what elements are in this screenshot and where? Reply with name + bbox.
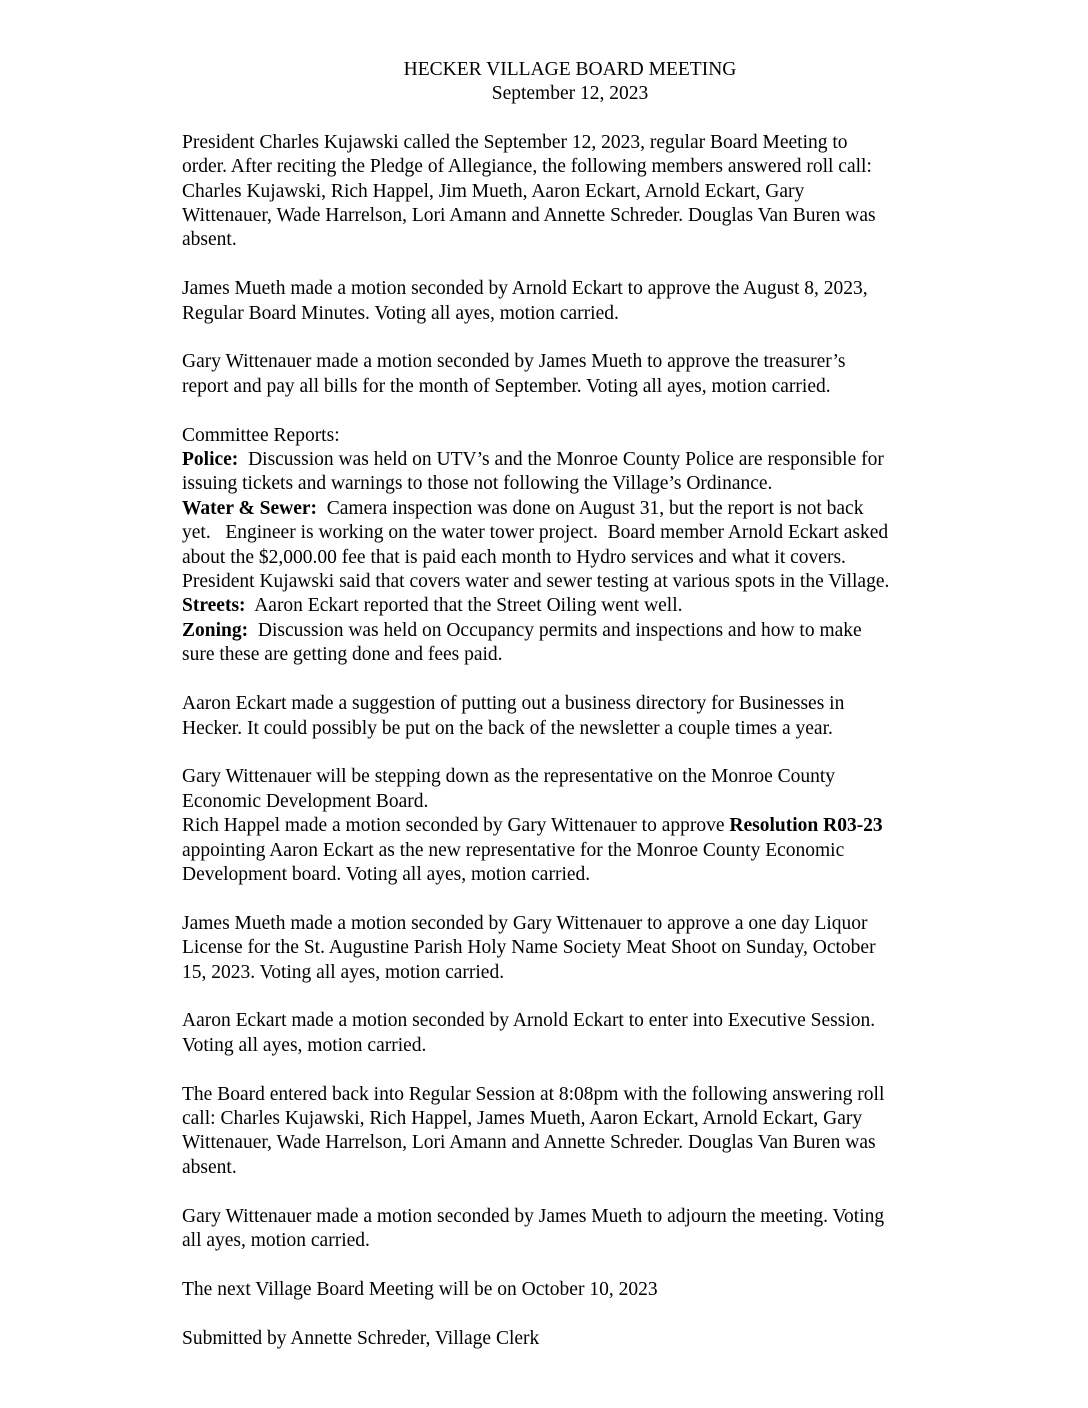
- streets-text: Aaron Eckart reported that the Street Oiling went well.: [245, 595, 683, 617]
- water-sewer-label: Water & Sewer:: [182, 497, 318, 519]
- text-line: yet. Engineer is working on the water tower project. Board member Arnold Eckart asked: [182, 522, 889, 544]
- text-line: 15, 2023. Voting all ayes, motion carried.: [182, 961, 505, 983]
- text-line: report and pay all bills for the month of September. Voting all ayes, motion carried.: [182, 375, 831, 397]
- text-line: absent.: [182, 229, 237, 251]
- text-line: sure these are getting done and fees paid.: [182, 644, 503, 666]
- text-line: Submitted by Annette Schreder, Village Clerk: [182, 1327, 540, 1349]
- text-line: Hecker. It could possibly be put on the back of the newsletter a couple times a year.: [182, 717, 833, 739]
- text-line: Wittenauer, Wade Harrelson, Lori Amann and Annette Schreder. Douglas Van Buren was: [182, 205, 876, 227]
- text-line: Economic Development Board.: [182, 790, 429, 812]
- text-line: Gary Wittenauer will be stepping down as the representative on the Monroe County: [182, 766, 836, 788]
- text-line: Charles Kujawski, Rich Happel, Jim Mueth, Aaron Eckart, Arnold Eckart, Gary: [182, 180, 805, 202]
- streets-report: [182, 594, 982, 618]
- zoning-label: Zoning:: [182, 619, 249, 641]
- submitted-by-paragraph: [182, 1327, 982, 1351]
- water-sewer-report: [182, 497, 982, 521]
- streets-label: Streets:: [182, 595, 246, 617]
- text-line: absent.: [182, 1156, 237, 1178]
- document-header: [182, 58, 958, 107]
- text-line: Regular Board Minutes. Voting all ayes, motion carried.: [182, 302, 619, 324]
- document-page: [182, 58, 982, 1375]
- text-line: about the $2,000.00 fee that is paid each month to Hydro services and what it covers.: [182, 546, 846, 568]
- text-line: President Kujawski said that covers water and sewer testing at various spots in the Village.: [182, 571, 890, 593]
- text-line: appointing Aaron Eckart as the new representative for the Monroe County Economic: [182, 839, 845, 861]
- text-line: Development board. Voting all ayes, motion carried.: [182, 863, 591, 885]
- text-line: issuing tickets and warnings to those not following the Village’s Ordinance.: [182, 473, 773, 495]
- text-line: The next Village Board Meeting will be on October 10, 2023: [182, 1278, 658, 1300]
- text-line: Voting all ayes, motion carried.: [182, 1034, 427, 1056]
- text-line: all ayes, motion carried.: [182, 1229, 370, 1251]
- committee-reports-heading: Committee Reports:: [182, 424, 340, 446]
- text-line: The Board entered back into Regular Session at 8:08pm with the following answering roll: [182, 1083, 885, 1105]
- regular-session-paragraph: [182, 1083, 982, 1181]
- next-meeting-paragraph: [182, 1278, 982, 1302]
- text-line: call: Charles Kujawski, Rich Happel, James Mueth, Aaron Eckart, Arnold Eckart, Gary: [182, 1107, 863, 1129]
- text-line: Aaron Eckart made a suggestion of putting out a business directory for Businesses in: [182, 693, 845, 715]
- text-line: Aaron Eckart made a motion seconded by Arnold Eckart to enter into Executive Session.: [182, 1010, 876, 1032]
- resolution-motion-text: Rich Happel made a motion seconded by Gary Wittenauer to approve: [182, 815, 730, 837]
- economic-development-paragraph: [182, 765, 982, 887]
- treasurer-report-paragraph: [182, 350, 982, 399]
- text-line: order. After reciting the Pledge of Allegiance, the following members answered roll call:: [182, 156, 872, 178]
- committee-reports-section: [182, 424, 982, 668]
- police-label: Police:: [182, 449, 239, 471]
- resolution-number: Resolution R03-23: [729, 815, 883, 837]
- text-line: James Mueth made a motion seconded by Arnold Eckart to approve the August 8, 2023,: [182, 278, 868, 300]
- police-text: Discussion was held on UTV’s and the Monroe County Police are responsible for: [238, 449, 884, 471]
- police-report: [182, 448, 982, 472]
- text-line: President Charles Kujawski called the September 12, 2023, regular Board Meeting to: [182, 131, 848, 153]
- text-line: Gary Wittenauer made a motion seconded by James Mueth to approve the treasurer’s: [182, 351, 846, 373]
- call-to-order-paragraph: [182, 131, 982, 253]
- zoning-text: Discussion was held on Occupancy permits and inspections and how to make: [248, 619, 862, 641]
- text-line: Wittenauer, Wade Harrelson, Lori Amann and Annette Schreder. Douglas Van Buren was: [182, 1132, 876, 1154]
- minutes-approval-paragraph: [182, 277, 982, 326]
- business-directory-paragraph: [182, 692, 982, 741]
- document-title: HECKER VILLAGE BOARD MEETING: [403, 59, 737, 80]
- text-line: Gary Wittenauer made a motion seconded by James Mueth to adjourn the meeting. Voting: [182, 1205, 885, 1227]
- adjournment-paragraph: [182, 1205, 982, 1254]
- water-sewer-text: Camera inspection was done on August 31, but the report is not back: [317, 497, 864, 519]
- zoning-report: [182, 619, 982, 643]
- resolution-line: [182, 814, 982, 838]
- text-line: License for the St. Augustine Parish Holy Name Society Meat Shoot on Sunday, October: [182, 937, 876, 959]
- meeting-date: September 12, 2023: [491, 83, 649, 105]
- text-line: James Mueth made a motion seconded by Gary Wittenauer to approve a one day Liquor: [182, 912, 868, 934]
- executive-session-paragraph: [182, 1009, 982, 1058]
- liquor-license-paragraph: [182, 912, 982, 985]
